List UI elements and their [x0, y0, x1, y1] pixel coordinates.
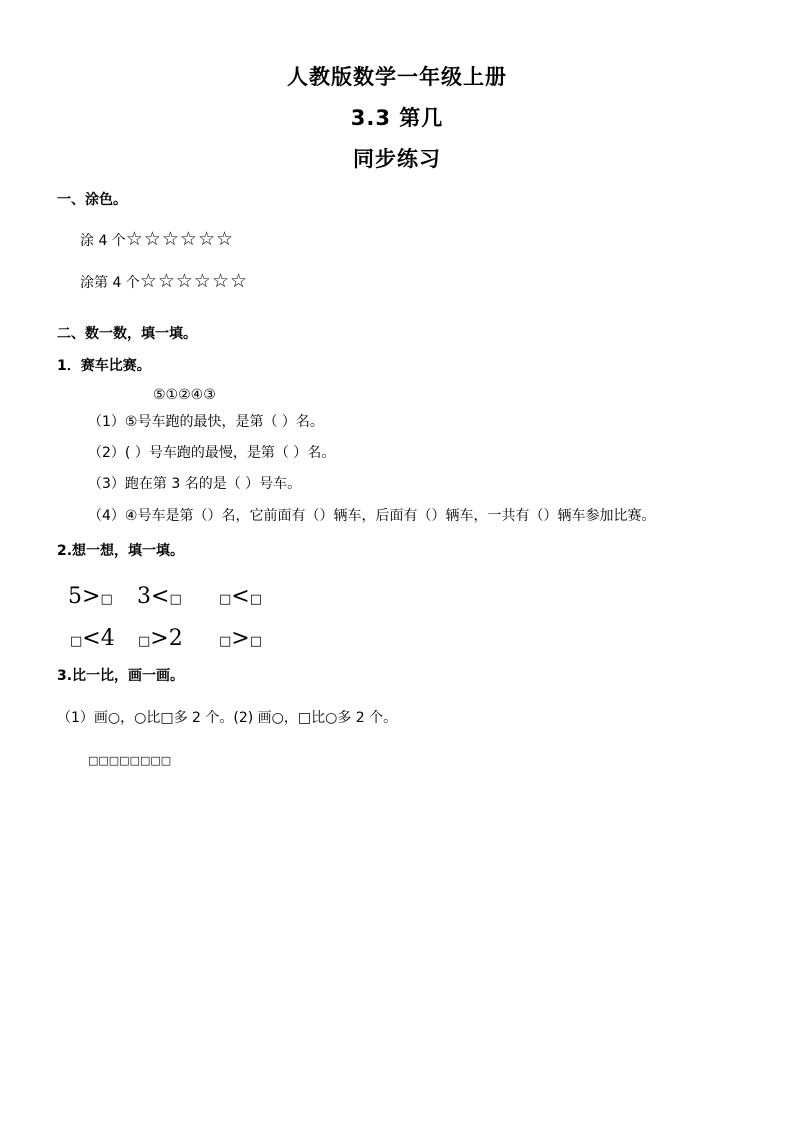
blank-square: □	[169, 592, 182, 607]
q2-ineq-5: □>2	[138, 626, 183, 651]
q2-ineq-1: 5>□	[68, 584, 113, 609]
blank-square: □	[219, 592, 232, 607]
color-row-1-stars: ☆☆☆☆☆☆	[125, 228, 235, 250]
q3-heading: 3.比一比，画一画。	[57, 668, 185, 684]
blank-square: □	[70, 634, 83, 649]
color-row-1	[80, 230, 234, 249]
doc-lesson: 3.3 第几	[350, 106, 444, 130]
blank-square: □	[249, 592, 263, 607]
section2-heading: 二、数一数，填一填。	[57, 326, 197, 342]
q1-item-3: （3）跑在第 3 名的是（ ）号车。	[88, 476, 302, 492]
blank-square: □	[100, 592, 113, 607]
q2-ineq-2: 3<□	[137, 584, 182, 609]
q3-text: （1）画○，○比□多 2 个。(2) 画○，□比○多 2 个。	[57, 710, 398, 726]
blank-square: □	[249, 634, 263, 649]
section1-heading: 一、涂色。	[57, 192, 127, 208]
q2-ineq-3: □<□	[219, 584, 263, 609]
blank-square: □	[138, 634, 151, 649]
color-row-2-label: 涂第 4 个	[80, 275, 140, 291]
blank-square: □	[219, 634, 232, 649]
q1-item-1: （1）⑤号车跑的最快，是第（ ）名。	[88, 414, 324, 430]
q1-item-4: （4）④号车是第（）名，它前面有（）辆车，后面有（）辆车，一共有（）辆车参加比赛。	[88, 508, 656, 524]
q2-heading: 2.想一想，填一填。	[57, 543, 185, 559]
doc-title: 人教版数学一年级上册	[287, 65, 507, 89]
q1-item-2: （2）( ）号车跑的最慢，是第（ ）名。	[88, 445, 336, 461]
q1-heading: 1．赛车比赛。	[57, 358, 151, 374]
q2-ineq-4: □<4	[70, 626, 115, 651]
color-row-1-label: 涂 4 个	[80, 233, 126, 249]
q2-ineq-6: □>□	[219, 626, 263, 651]
q1-cars: ⑤①②④③	[153, 387, 216, 403]
q3-squares: □□□□□□□□	[88, 754, 172, 767]
color-row-2	[80, 272, 248, 291]
doc-subtitle: 同步练习	[353, 147, 441, 171]
color-row-2-stars: ☆☆☆☆☆☆	[139, 270, 249, 292]
